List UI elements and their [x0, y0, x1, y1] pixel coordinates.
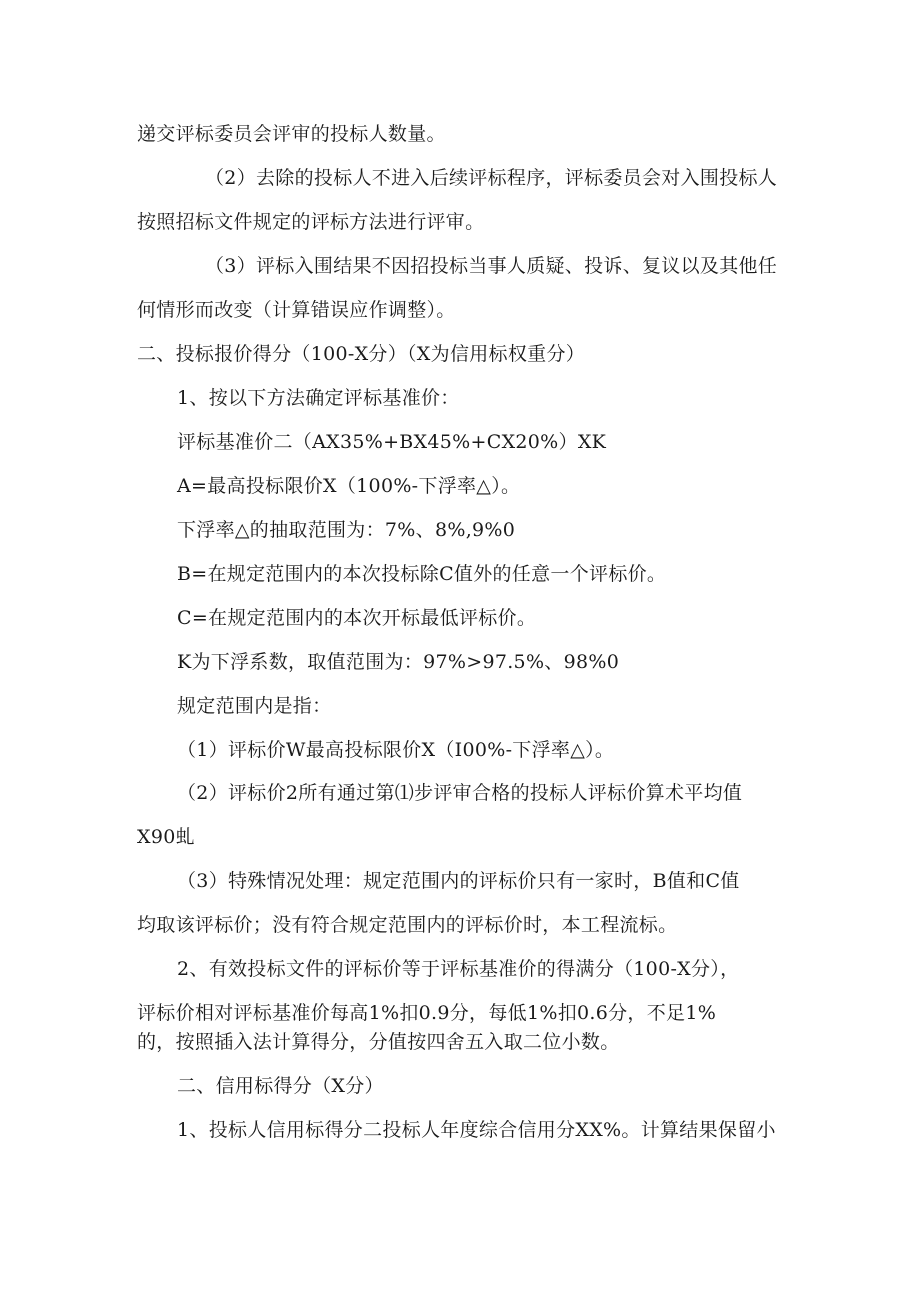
text-line: （1）评标价W最高投标限价X（I00%-下浮率△）。	[177, 739, 615, 761]
text-line: （3）评标入围结果不因招投标当事人质疑、投诉、复议以及其他任	[205, 255, 778, 277]
text-line: 评标价相对评标基准价每高1%扣0.9分，每低1%扣0.6分，不足1%	[137, 1002, 717, 1024]
section-heading: 二、投标报价得分（100-X分）（X为信用标权重分）	[137, 343, 586, 365]
text-line: K为下浮系数，取值范围为：97%>97.5%、98%0	[177, 651, 620, 673]
text-line: B=在规定范围内的本次投标除C值外的任意一个评标价。	[177, 563, 667, 585]
text-line: 按照招标文件规定的评标方法进行评审。	[137, 211, 485, 233]
text-line: 1、按以下方法确定评标基准价：	[177, 387, 460, 409]
text-line: C=在规定范围内的本次开标最低评标价。	[177, 607, 537, 629]
text-line: （2）评标价2所有通过第⑴步评审合格的投标人评标价算术平均值	[177, 782, 743, 804]
text-line: X90虬	[137, 826, 195, 848]
text-line: 何情形而改变（计算错误应作调整）。	[137, 299, 456, 321]
text-line: 下浮率△的抽取范围为：7%、8%,9%0	[177, 519, 516, 541]
text-line: 均取该评标价；没有符合规定范围内的评标价时，本工程流标。	[137, 914, 678, 936]
text-line: （2）去除的投标人不进入后续评标程序，评标委员会对入围投标人	[205, 167, 778, 189]
text-line: 1、投标人信用标得分二投标人年度综合信用分XX%。计算结果保留小	[177, 1119, 776, 1141]
text-line: A=最高投标限价X（100%-下浮率△）。	[177, 475, 521, 497]
section-heading: 二、信用标得分（X分）	[177, 1075, 384, 1097]
text-line: （3）特殊情况处理：规定范围内的评标价只有一家时，B值和C值	[177, 870, 740, 892]
text-line: 的，按照插入法计算得分，分值按四舍五入取二位小数。	[137, 1031, 620, 1053]
text-line: 递交评标委员会评审的投标人数量。	[137, 123, 446, 145]
text-line: 规定范围内是指：	[177, 695, 332, 717]
formula-line: 评标基准价二（AX35%+BX45%+CX20%）XK	[177, 431, 607, 453]
text-line: 2、有效投标文件的评标价等于评标基准价的得满分（100-X分），	[177, 958, 740, 980]
